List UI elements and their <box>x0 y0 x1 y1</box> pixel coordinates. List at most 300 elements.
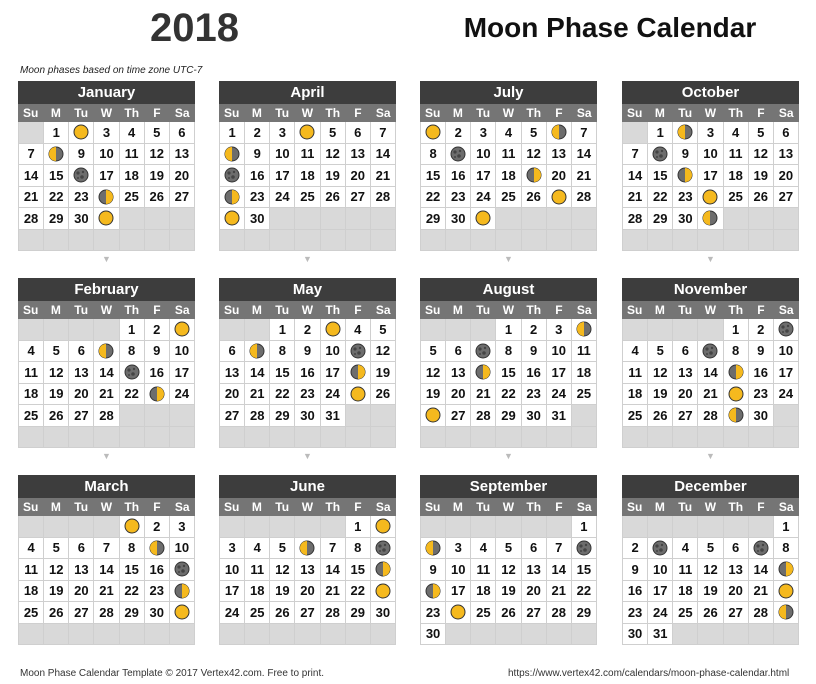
month-june <box>219 475 396 645</box>
day-cell: 5 <box>648 341 673 363</box>
day-cell: 21 <box>749 581 774 603</box>
first-moon-icon <box>778 561 794 577</box>
empty-day-cell <box>673 230 698 252</box>
weekday-label: F <box>555 500 563 514</box>
day-cell: 17 <box>321 362 346 384</box>
day-cell: 24 <box>547 384 572 406</box>
day-cell <box>94 208 119 230</box>
day-cell: 13 <box>170 144 195 166</box>
week-row <box>623 208 799 230</box>
day-cell: 26 <box>270 602 295 624</box>
day-cell: 20 <box>69 581 94 603</box>
day-cell: 2 <box>245 122 270 144</box>
week-row <box>623 427 799 449</box>
day-cell: 21 <box>698 384 723 406</box>
week-row <box>19 559 195 581</box>
day-cell: 31 <box>648 624 673 646</box>
day-cell: 4 <box>120 122 145 144</box>
day-cell: 15 <box>421 165 446 187</box>
empty-day-cell <box>245 624 270 646</box>
first-moon-icon <box>375 561 391 577</box>
down-arrow-icon: ▼ <box>504 451 513 461</box>
day-cell: 13 <box>522 559 547 581</box>
empty-day-cell <box>145 230 170 252</box>
day-cell: 8 <box>270 341 295 363</box>
day-cell: 11 <box>120 144 145 166</box>
day-cell: 7 <box>19 144 44 166</box>
weekday-label: W <box>502 500 515 514</box>
weekday-label: W <box>301 500 314 514</box>
day-cell: 19 <box>44 384 69 406</box>
day-cell: 30 <box>522 405 547 427</box>
empty-day-cell <box>346 624 371 646</box>
month-days <box>622 122 799 251</box>
weekday-header <box>420 498 597 516</box>
empty-day-cell <box>245 427 270 449</box>
day-cell: 3 <box>94 122 119 144</box>
day-cell <box>698 208 723 230</box>
empty-day-cell <box>724 624 749 646</box>
day-cell: 27 <box>774 187 799 209</box>
day-cell: 17 <box>94 165 119 187</box>
first-moon-icon <box>425 583 441 599</box>
weekday-label: W <box>704 303 717 317</box>
empty-day-cell <box>446 624 471 646</box>
day-cell: 28 <box>749 602 774 624</box>
weekday-label: F <box>153 106 161 120</box>
day-cell: 14 <box>94 362 119 384</box>
empty-day-cell <box>321 230 346 252</box>
weekday-label: Sa <box>375 303 391 317</box>
day-cell: 7 <box>623 144 648 166</box>
week-row <box>623 362 799 384</box>
day-cell: 16 <box>749 362 774 384</box>
last-moon-icon <box>249 343 265 359</box>
day-cell: 10 <box>446 559 471 581</box>
week-row <box>19 405 195 427</box>
empty-day-cell <box>547 208 572 230</box>
day-cell: 11 <box>673 559 698 581</box>
weekday-label: W <box>100 500 113 514</box>
weekday-label: W <box>100 303 113 317</box>
day-cell: 6 <box>446 341 471 363</box>
day-cell: 14 <box>321 559 346 581</box>
weekday-header <box>622 104 799 122</box>
day-cell: 30 <box>446 208 471 230</box>
empty-day-cell <box>69 427 94 449</box>
new-moon-icon <box>753 540 769 556</box>
weekday-label: Tu <box>476 106 491 120</box>
day-cell: 25 <box>120 187 145 209</box>
day-cell: 11 <box>471 559 496 581</box>
day-cell: 15 <box>120 559 145 581</box>
empty-day-cell <box>774 405 799 427</box>
month-title: November <box>622 278 799 301</box>
day-cell: 18 <box>120 165 145 187</box>
first-moon-icon <box>149 386 165 402</box>
day-cell: 28 <box>19 208 44 230</box>
empty-day-cell <box>19 624 44 646</box>
first-moon-icon <box>526 167 542 183</box>
day-cell: 13 <box>69 362 94 384</box>
day-cell: 23 <box>245 187 270 209</box>
week-row <box>421 319 597 341</box>
day-cell: 15 <box>648 165 673 187</box>
month-days <box>622 319 799 448</box>
weekday-label: W <box>704 500 717 514</box>
empty-day-cell <box>749 427 774 449</box>
last-moon-icon <box>778 604 794 620</box>
week-row <box>220 319 396 341</box>
week-row <box>19 122 195 144</box>
day-cell <box>471 362 496 384</box>
weekday-label: M <box>452 500 463 514</box>
weekday-label: Su <box>223 303 240 317</box>
empty-day-cell <box>572 624 597 646</box>
day-cell: 11 <box>19 362 44 384</box>
day-cell: 28 <box>471 405 496 427</box>
weekday-label: Sa <box>174 303 190 317</box>
full-moon-icon <box>425 124 441 140</box>
weekday-label: Su <box>424 500 441 514</box>
day-cell: 30 <box>421 624 446 646</box>
empty-day-cell <box>44 427 69 449</box>
empty-day-cell <box>145 405 170 427</box>
first-moon-icon <box>475 364 491 380</box>
empty-day-cell <box>749 516 774 538</box>
week-row <box>421 624 597 646</box>
day-cell: 21 <box>321 581 346 603</box>
day-cell <box>220 144 245 166</box>
day-cell <box>698 187 723 209</box>
empty-day-cell <box>321 208 346 230</box>
day-cell: 13 <box>446 362 471 384</box>
week-row <box>421 427 597 449</box>
last-moon-icon <box>551 124 567 140</box>
week-row <box>220 362 396 384</box>
empty-day-cell <box>346 208 371 230</box>
day-cell: 26 <box>321 187 346 209</box>
month-days <box>420 319 597 448</box>
day-cell: 4 <box>496 122 521 144</box>
day-cell: 19 <box>648 384 673 406</box>
weekday-label: Sa <box>778 106 794 120</box>
weekday-header <box>18 498 195 516</box>
day-cell: 29 <box>44 208 69 230</box>
day-cell: 5 <box>321 122 346 144</box>
day-cell <box>547 122 572 144</box>
day-cell: 19 <box>44 581 69 603</box>
day-cell: 10 <box>170 538 195 560</box>
day-cell: 16 <box>295 362 320 384</box>
weekday-label: W <box>100 106 113 120</box>
day-cell: 23 <box>421 602 446 624</box>
day-cell: 6 <box>673 341 698 363</box>
week-row <box>421 516 597 538</box>
day-cell: 22 <box>421 187 446 209</box>
day-cell: 4 <box>673 538 698 560</box>
empty-day-cell <box>496 427 521 449</box>
new-moon-icon <box>450 146 466 162</box>
empty-day-cell <box>648 427 673 449</box>
empty-day-cell <box>170 624 195 646</box>
page-title: Moon Phase Calendar <box>463 12 757 43</box>
week-row <box>623 122 799 144</box>
day-cell: 11 <box>295 144 320 166</box>
weekday-label: Sa <box>375 500 391 514</box>
last-moon-icon <box>702 210 718 226</box>
weekday-label: M <box>251 106 262 120</box>
day-cell: 20 <box>724 581 749 603</box>
empty-day-cell <box>120 624 145 646</box>
day-cell: 12 <box>522 144 547 166</box>
week-row <box>421 165 597 187</box>
day-cell: 1 <box>774 516 799 538</box>
empty-day-cell <box>270 230 295 252</box>
day-cell: 17 <box>270 165 295 187</box>
week-row <box>623 559 799 581</box>
day-cell: 22 <box>120 581 145 603</box>
empty-day-cell <box>145 427 170 449</box>
day-cell <box>371 559 396 581</box>
day-cell: 18 <box>724 165 749 187</box>
week-row <box>421 581 597 603</box>
empty-day-cell <box>749 208 774 230</box>
day-cell: 30 <box>673 208 698 230</box>
day-cell: 15 <box>572 559 597 581</box>
weekday-label: Tu <box>275 106 290 120</box>
day-cell: 20 <box>673 384 698 406</box>
day-cell: 3 <box>698 122 723 144</box>
down-arrow-icon: ▼ <box>706 451 715 461</box>
weekday-label: Su <box>424 303 441 317</box>
empty-day-cell <box>774 624 799 646</box>
week-row <box>220 208 396 230</box>
day-cell: 5 <box>698 538 723 560</box>
day-cell <box>321 319 346 341</box>
weekday-label: Tu <box>476 303 491 317</box>
month-title: October <box>622 81 799 104</box>
day-cell: 4 <box>623 341 648 363</box>
day-cell: 5 <box>44 341 69 363</box>
day-cell: 2 <box>145 319 170 341</box>
empty-day-cell <box>724 516 749 538</box>
down-arrow-icon: ▼ <box>102 451 111 461</box>
empty-day-cell <box>522 427 547 449</box>
month-title: July <box>420 81 597 104</box>
day-cell: 1 <box>220 122 245 144</box>
empty-day-cell <box>673 516 698 538</box>
footer-url[interactable]: https://www.vertex42.com/calendars/moon-phase-calendar.html <box>508 668 790 679</box>
week-row <box>421 341 597 363</box>
day-cell: 1 <box>724 319 749 341</box>
week-row <box>19 362 195 384</box>
weekday-label: Tu <box>678 500 693 514</box>
empty-day-cell <box>623 230 648 252</box>
day-cell: 21 <box>245 384 270 406</box>
week-row <box>421 187 597 209</box>
day-cell <box>346 362 371 384</box>
day-cell: 25 <box>295 187 320 209</box>
day-cell: 18 <box>572 362 597 384</box>
empty-day-cell <box>245 516 270 538</box>
weekday-header <box>420 301 597 319</box>
week-row <box>623 230 799 252</box>
day-cell: 28 <box>698 405 723 427</box>
month-march <box>18 475 195 645</box>
day-cell: 1 <box>44 122 69 144</box>
day-cell: 21 <box>547 581 572 603</box>
last-moon-icon <box>98 343 114 359</box>
empty-day-cell <box>346 427 371 449</box>
day-cell: 23 <box>749 384 774 406</box>
empty-day-cell <box>270 208 295 230</box>
day-cell: 11 <box>19 559 44 581</box>
empty-day-cell <box>145 208 170 230</box>
day-cell: 8 <box>724 341 749 363</box>
weekday-label: Tu <box>275 303 290 317</box>
day-cell <box>346 341 371 363</box>
week-row <box>19 208 195 230</box>
week-row <box>19 538 195 560</box>
empty-day-cell <box>698 230 723 252</box>
day-cell: 22 <box>270 384 295 406</box>
day-cell: 17 <box>220 581 245 603</box>
full-moon-icon <box>325 321 341 337</box>
weekday-header <box>18 301 195 319</box>
empty-day-cell <box>446 319 471 341</box>
day-cell: 1 <box>120 319 145 341</box>
day-cell: 18 <box>623 384 648 406</box>
day-cell <box>673 122 698 144</box>
weekday-label: Th <box>526 303 542 317</box>
month-days <box>18 516 195 645</box>
day-cell: 6 <box>69 341 94 363</box>
day-cell: 22 <box>496 384 521 406</box>
day-cell: 28 <box>572 187 597 209</box>
new-moon-icon <box>576 540 592 556</box>
weekday-label: Th <box>728 106 744 120</box>
weekday-label: Su <box>626 303 643 317</box>
weekday-label: Sa <box>576 106 592 120</box>
day-cell: 25 <box>496 187 521 209</box>
day-cell: 7 <box>321 538 346 560</box>
week-row <box>220 230 396 252</box>
day-cell <box>724 384 749 406</box>
day-cell: 26 <box>648 405 673 427</box>
day-cell <box>69 122 94 144</box>
day-cell: 14 <box>698 362 723 384</box>
month-days <box>420 516 597 645</box>
empty-day-cell <box>547 516 572 538</box>
week-row <box>421 384 597 406</box>
weekday-label: W <box>704 106 717 120</box>
day-cell: 18 <box>673 581 698 603</box>
full-moon-icon <box>702 189 718 205</box>
day-cell: 5 <box>371 319 396 341</box>
new-moon-icon <box>73 167 89 183</box>
month-october <box>622 81 799 251</box>
empty-day-cell <box>220 230 245 252</box>
full-moon-icon <box>551 189 567 205</box>
weekday-label: M <box>50 106 61 120</box>
empty-day-cell <box>94 624 119 646</box>
month-november <box>622 278 799 448</box>
day-cell: 17 <box>648 581 673 603</box>
full-moon-icon <box>778 583 794 599</box>
empty-day-cell <box>673 427 698 449</box>
week-row <box>421 602 597 624</box>
empty-day-cell <box>44 624 69 646</box>
day-cell: 25 <box>245 602 270 624</box>
weekday-label: Tu <box>476 500 491 514</box>
day-cell: 28 <box>623 208 648 230</box>
weekday-label: Th <box>124 106 140 120</box>
weekday-header <box>622 498 799 516</box>
day-cell: 1 <box>496 319 521 341</box>
empty-day-cell <box>572 208 597 230</box>
last-moon-icon <box>299 540 315 556</box>
day-cell: 14 <box>623 165 648 187</box>
weekday-label: Sa <box>174 106 190 120</box>
day-cell: 12 <box>44 362 69 384</box>
weekday-label: Su <box>223 106 240 120</box>
weekday-label: Th <box>728 500 744 514</box>
first-moon-icon <box>98 189 114 205</box>
day-cell <box>421 538 446 560</box>
first-moon-icon <box>224 189 240 205</box>
week-row <box>421 559 597 581</box>
day-cell: 24 <box>170 384 195 406</box>
day-cell: 14 <box>371 144 396 166</box>
month-title: January <box>18 81 195 104</box>
empty-day-cell <box>321 427 346 449</box>
day-cell: 27 <box>295 602 320 624</box>
month-may <box>219 278 396 448</box>
weekday-label: Tu <box>74 303 89 317</box>
week-row <box>421 362 597 384</box>
day-cell: 18 <box>496 165 521 187</box>
empty-day-cell <box>295 230 320 252</box>
last-moon-icon <box>576 321 592 337</box>
day-cell: 27 <box>69 405 94 427</box>
weekday-label: Th <box>325 303 341 317</box>
day-cell: 19 <box>321 165 346 187</box>
day-cell <box>749 538 774 560</box>
week-row <box>220 516 396 538</box>
day-cell: 19 <box>145 165 170 187</box>
week-row <box>623 144 799 166</box>
empty-day-cell <box>295 516 320 538</box>
day-cell: 17 <box>774 362 799 384</box>
day-cell <box>572 319 597 341</box>
day-cell: 23 <box>673 187 698 209</box>
day-cell <box>421 581 446 603</box>
down-arrow-icon: ▼ <box>706 254 715 264</box>
day-cell: 27 <box>170 187 195 209</box>
day-cell: 24 <box>774 384 799 406</box>
down-arrow-icon: ▼ <box>303 451 312 461</box>
day-cell: 5 <box>270 538 295 560</box>
day-cell: 19 <box>371 362 396 384</box>
day-cell: 23 <box>145 581 170 603</box>
weekday-label: F <box>757 303 765 317</box>
empty-day-cell <box>446 230 471 252</box>
day-cell <box>295 122 320 144</box>
day-cell: 4 <box>471 538 496 560</box>
day-cell: 6 <box>724 538 749 560</box>
day-cell: 29 <box>572 602 597 624</box>
